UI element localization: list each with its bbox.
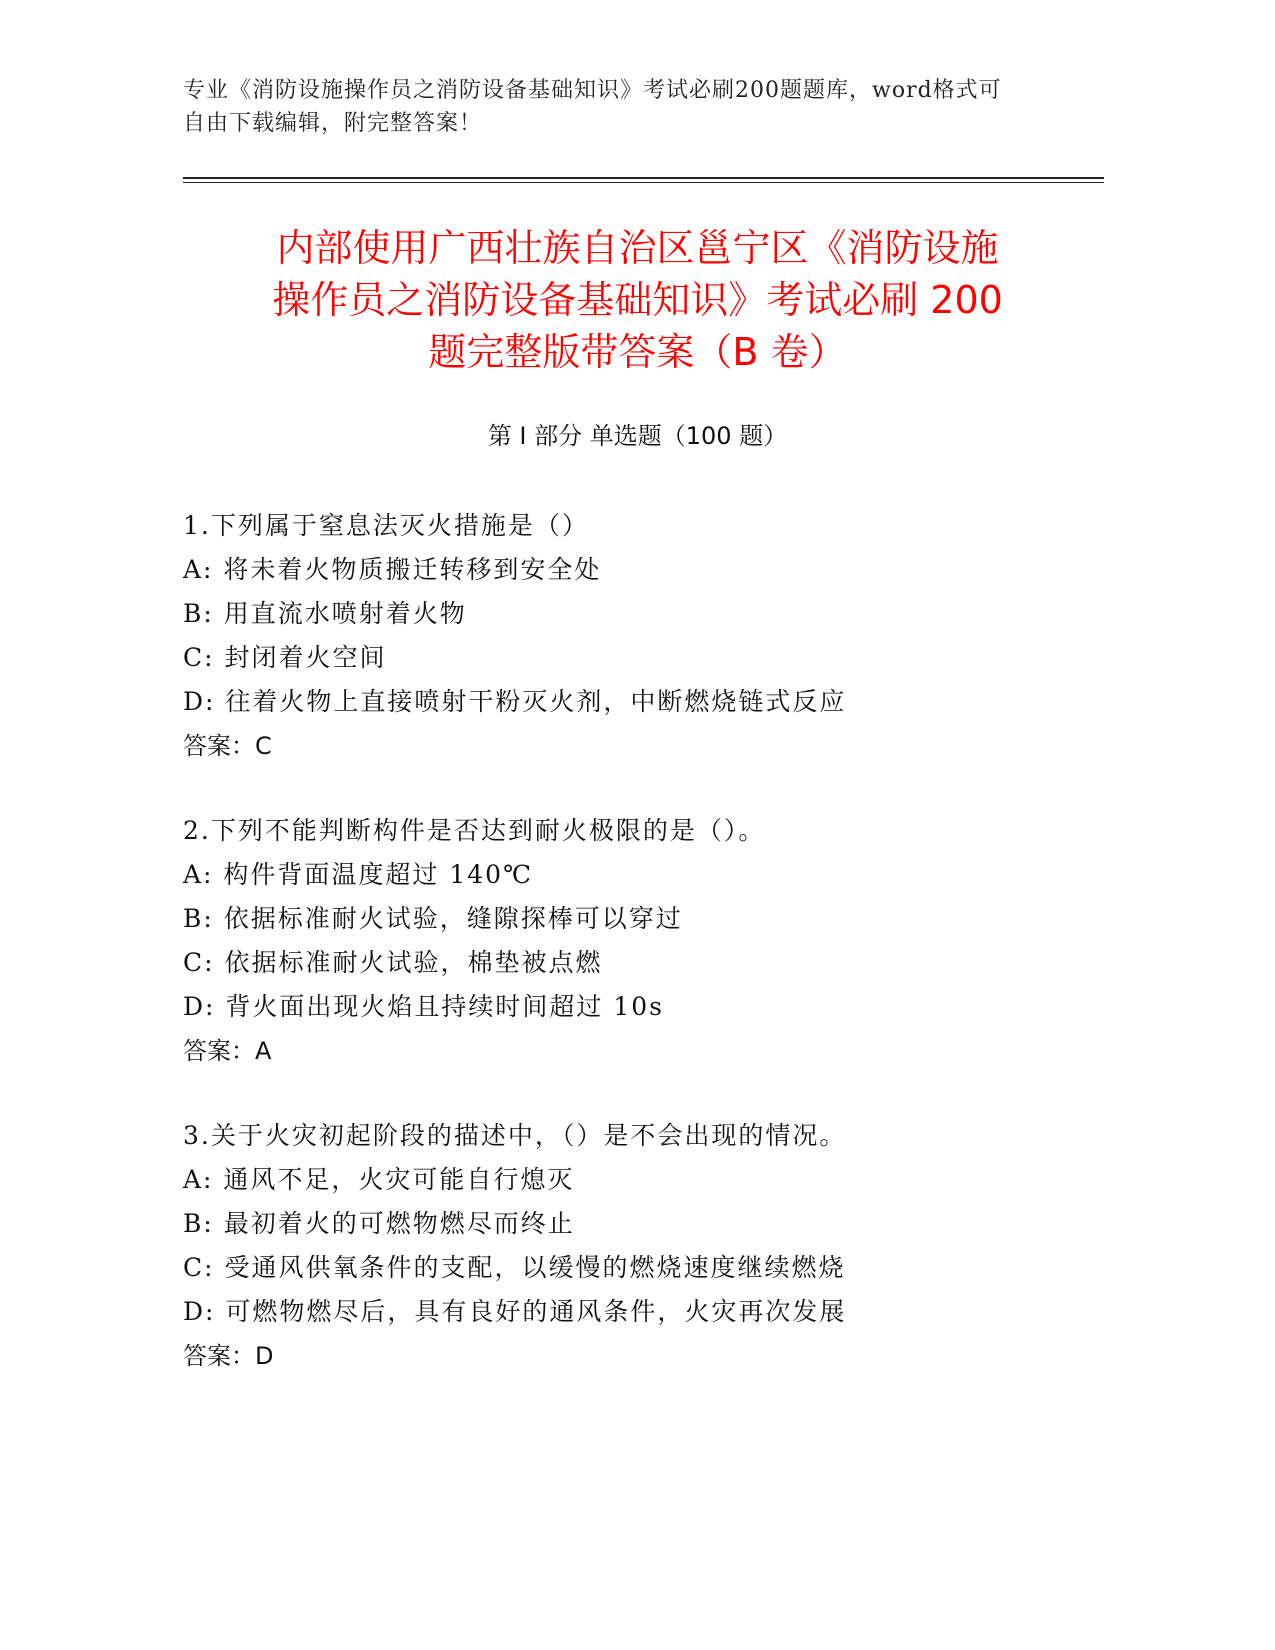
question-stem: 1.下列属于窒息法灭火措施是（） [183,511,589,540]
header-note-line-1: 专业《消防设施操作员之消防设备基础知识》考试必刷200题题库，word格式可 [183,78,1002,103]
option-a: A: 将未着火物质搬迁转移到安全处 [183,555,602,584]
option-d: D: 可燃物燃尽后，具有良好的通风条件，火灾再次发展 [183,1297,847,1326]
question-3 [183,1114,1083,1378]
header-note-line-2: 自由下载编辑，附完整答案！ [183,111,483,136]
header-note [183,74,1063,140]
document-title-line-2: 操作员之消防设备基础知识》考试必刷 200 [272,278,1003,322]
header-rule-thick [183,177,1104,179]
document-title-line-3: 题完整版带答案（B 卷） [428,330,847,374]
answer-key: 答案：A [183,1037,272,1065]
question-stem: 2.下列不能判断构件是否达到耐火极限的是（）。 [183,816,766,845]
question-list [183,504,1083,1419]
document-title-line-1: 内部使用广西壮族自治区邕宁区《消防设施 [276,226,999,270]
option-c: C: 依据标准耐火试验，棉垫被点燃 [183,948,603,977]
question-2 [183,809,1083,1073]
option-b: B: 依据标准耐火试验，缝隙探棒可以穿过 [183,904,683,933]
option-d: D: 往着火物上直接喷射干粉灭火剂，中断燃烧链式反应 [183,687,847,716]
document-title [150,222,1125,378]
answer-key: 答案：D [183,1342,274,1370]
section-title: 第 I 部分 单选题（100 题） [487,422,788,450]
header-rule-thin [183,182,1104,183]
question-1 [183,504,1083,768]
option-c: C: 受通风供氧条件的支配，以缓慢的燃烧速度继续燃烧 [183,1253,846,1282]
option-a: A: 构件背面温度超过 140℃ [183,860,534,889]
question-stem: 3.关于火灾初起阶段的描述中，（）是不会出现的情况。 [183,1121,847,1150]
answer-key: 答案：C [183,732,272,760]
option-b: B: 用直流水喷射着火物 [183,599,467,628]
option-b: B: 最初着火的可燃物燃尽而终止 [183,1209,575,1238]
option-d: D: 背火面出现火焰且持续时间超过 10s [183,992,665,1021]
option-c: C: 封闭着火空间 [183,643,387,672]
option-a: A: 通风不足，火灾可能自行熄灭 [183,1165,575,1194]
